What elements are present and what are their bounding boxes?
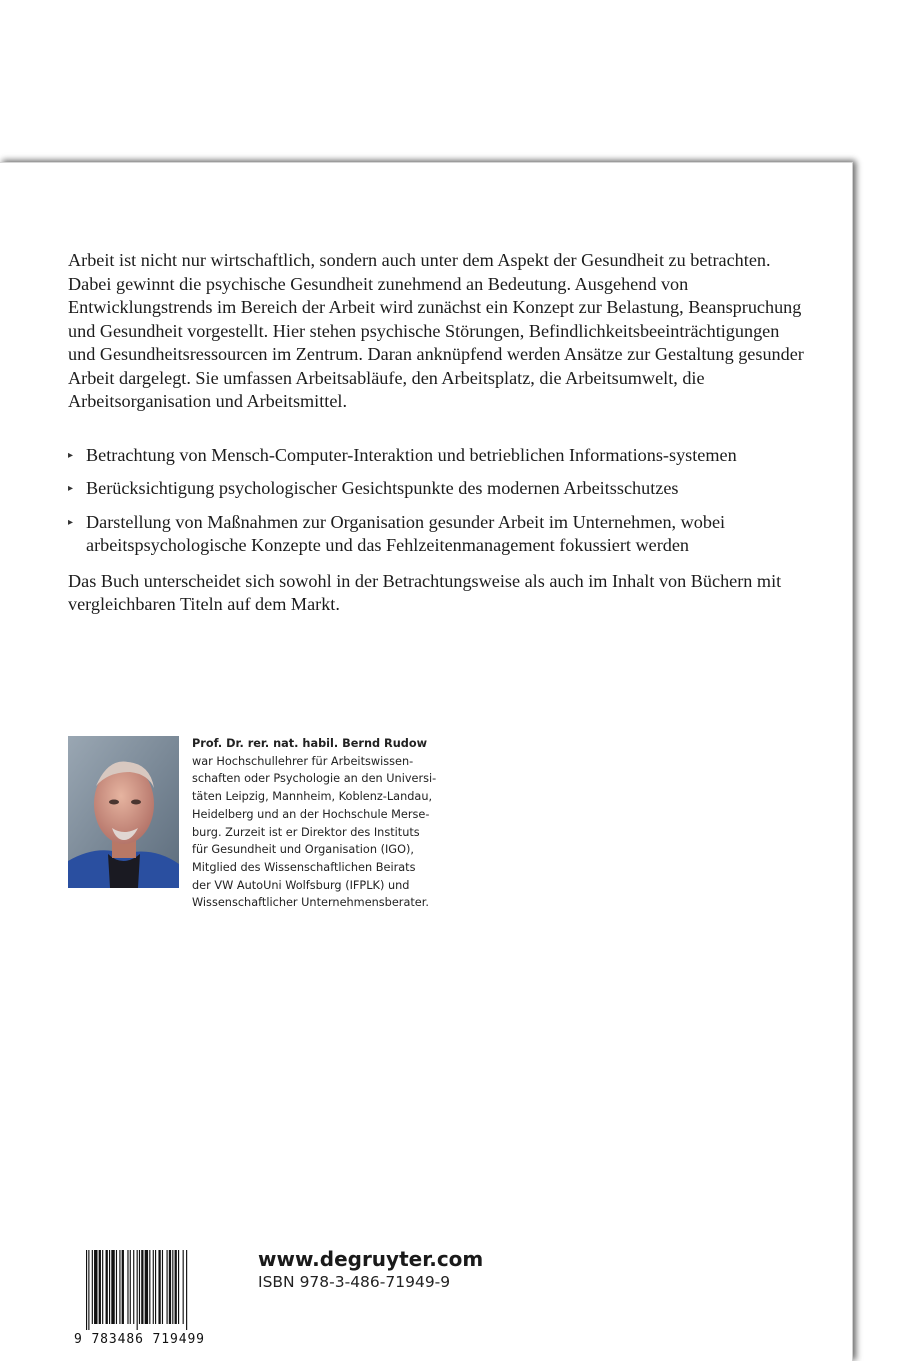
barcode-bar — [172, 1250, 173, 1324]
blurb-closing: Das Buch unterscheidet sich sowohl in der Betrachtungsweise als auch im Inhalt von Büchern mit vergleichbaren Titeln auf dem Markt. — [68, 570, 782, 614]
author-photo — [68, 736, 179, 888]
barcode-bar — [186, 1250, 187, 1330]
barcode-bar — [175, 1250, 177, 1324]
barcode-bar — [158, 1250, 160, 1324]
barcode-bar — [133, 1250, 134, 1324]
barcode-digits: 9 783486 719499 — [74, 1332, 205, 1347]
barcode-bar — [178, 1250, 179, 1324]
feature-list — [68, 444, 808, 558]
barcode-bar — [141, 1250, 143, 1324]
feature-item — [68, 511, 808, 558]
triangle-right-icon: ▸ — [68, 483, 74, 494]
author-name: Prof. Dr. rer. nat. habil. Bernd Rudow — [192, 737, 428, 750]
barcode-bar — [145, 1250, 148, 1324]
barcode-bar — [119, 1250, 120, 1324]
triangle-right-icon: ▸ — [68, 449, 74, 461]
barcode-bar — [139, 1250, 140, 1324]
feature-text: Darstellung von Maßnahmen zur Organisation gesunder Arbeit im Unternehmen, wobei arbeitspsychologische Konzepte und das Fehlzeitenmanagement fokussiert werden — [86, 511, 726, 555]
barcode-bar — [167, 1250, 168, 1324]
barcode-bar — [153, 1250, 154, 1324]
barcode-bar — [116, 1250, 117, 1324]
barcode-bar — [137, 1250, 138, 1330]
barcode-bar — [130, 1250, 131, 1324]
barcode-bar — [109, 1250, 110, 1324]
barcode-bar — [106, 1250, 108, 1324]
blurb — [68, 249, 808, 617]
barcode-bar — [149, 1250, 150, 1324]
author-bio-text: war Hochschullehrer für Arbeitswissen- schaften oder Psychologie an den Universi- täten Leipzig, Mannheim, Koblenz-Landau, Heidelberg und an der Hochschule Merse- burg. Zurzeit ist er Direktor des Instituts für Gesundheit und Organisation (IGO), Mitglied des Wissenschaftlichen Beirats der VW AutoUni Wolfsburg (IFPLK) und Wissenschaftlicher Unternehmensberater. — [192, 754, 437, 910]
isbn-number: ISBN 978-3-486-71949-9 — [258, 1273, 451, 1291]
barcode-bar — [86, 1250, 87, 1330]
barcode-bar — [169, 1250, 171, 1324]
barcode-bar — [92, 1250, 93, 1324]
blurb-intro: Arbeit ist nicht nur wirtschaftlich, sondern auch unter dem Aspekt der Gesundheit zu betrachten. Dabei gewinnt die psychische Gesundheit zunehmend an Bedeutung. Ausgehend von Entwicklungstrends im Bereich der Arbeit wird zunächst ein Konzept zur Belastung, Beanspruchung und Gesundheit vorgestellt. Hier stehen psychische Störungen, Befindlichkeitsbeeinträchtigungen und Gesundheitsressourcen im Zentrum. Daran anknüpfend werden Ansätze zur Gestaltung gesunder Arbeit dargelegt. Sie umfassen Arbeitsabläufe, den Arbeitsplatz, die Arbeitsumwelt, die Arbeitsorganisation und Arbeitsmittel. — [68, 250, 804, 411]
barcode-bars — [86, 1250, 232, 1330]
barcode-bar — [162, 1250, 163, 1324]
feature-text: Betrachtung von Mensch-Computer-Interaktion und betrieblichen Informations-systemen — [86, 444, 737, 465]
barcode-bar — [111, 1250, 114, 1324]
barcode-bar — [88, 1250, 89, 1330]
barcode-bar — [94, 1250, 97, 1324]
barcode-bar — [155, 1250, 156, 1324]
feature-item — [68, 477, 808, 501]
barcode-bar — [183, 1250, 184, 1324]
isbn-barcode — [74, 1250, 232, 1348]
author-bio — [192, 735, 492, 912]
barcode-bar — [102, 1250, 103, 1324]
barcode-bar — [99, 1250, 101, 1324]
triangle-right-icon: ▸ — [68, 516, 74, 528]
barcode-bar — [122, 1250, 124, 1324]
feature-text: Berücksichtigung psychologischer Gesichtspunkte des modernen Arbeitsschutzes — [86, 478, 679, 498]
publisher-url[interactable]: www.degruyter.com — [258, 1247, 484, 1271]
feature-item — [68, 444, 808, 468]
barcode-bar — [127, 1250, 128, 1324]
